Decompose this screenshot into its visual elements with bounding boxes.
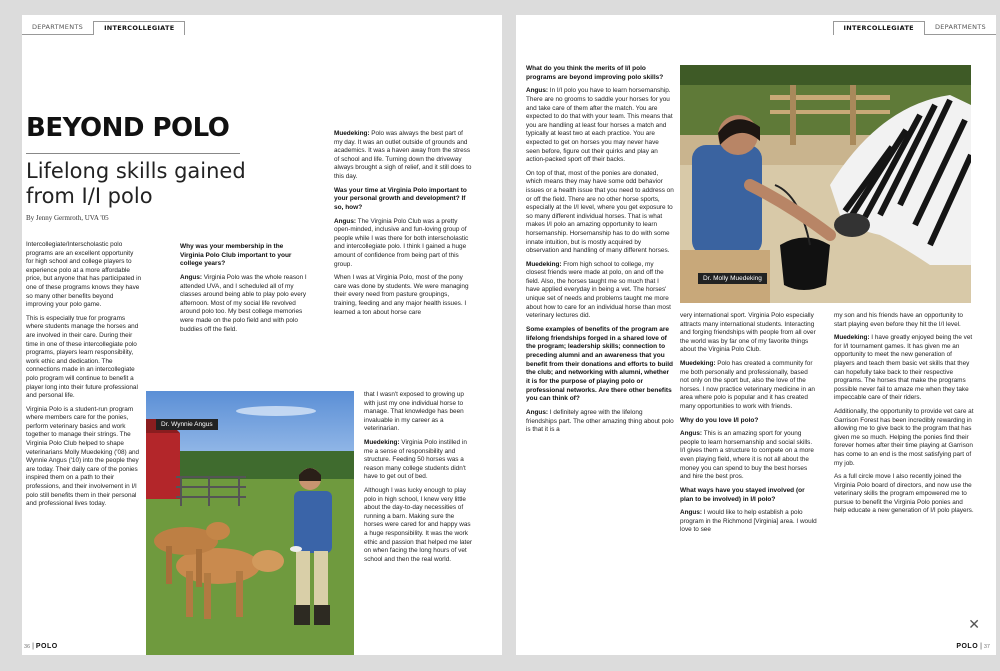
qa-column-2 <box>334 130 472 322</box>
qa-column-4 <box>680 312 818 540</box>
speaker-name: Muedeking: <box>526 260 562 268</box>
magazine-name: POLO <box>956 643 979 650</box>
speaker-name: Angus: <box>526 409 549 417</box>
speaker-name: Angus: <box>334 217 357 225</box>
section-tabs <box>833 21 996 35</box>
answer-paragraph: that I wasn't exposed to growing up with just my one individual horse to manage. That knowledge has been invaluable in my career as a veterinarian. <box>364 391 464 433</box>
speaker-name: Muedeking: <box>334 130 370 137</box>
page-footer-right: POLO | 37 <box>956 643 990 650</box>
answer: Angus: In I/I polo you have to learn horsemanship. There are no grooms to saddle your horses for you and take care of them after the match. You are expected to do that with your team. This means that you are handling at least four horses a match and typically at least two at each practice. You are expected to get on horses you may never have seen before, figure out their quirks and play an action-packed sport off their backs. <box>526 87 673 164</box>
speaker-name: Muedeking: <box>834 334 870 342</box>
speaker-name: Muedeking: <box>680 359 716 367</box>
intro-paragraph: This is especially true for programs where students manage the horses and are involved in their care. During their time in one of these intercollegiate polo programs, players learn responsibility, work ethic and dedication. The connections made in an intercollegiate polo program will continue to benefit a player long into their future professional and personal life. <box>26 314 139 400</box>
intro-paragraph: Intercollegiate/Interscholastic polo programs are an excellent opportunity for high school and college players to experience polo at a more affordable price, but anyone that has participated in one of these programs knows they have so many other benefits beyond improving your polo game. <box>26 241 142 309</box>
answer-paragraph: very international sport. Virginia Polo especially attracts many international students. Interacting and forging friendships with people from all over the world was by far one of my favorite things about the Virginia Polo Club. <box>680 312 816 354</box>
calves-photo-image <box>146 391 354 655</box>
article-title: BEYOND POLO <box>26 113 230 143</box>
right-page <box>516 15 996 655</box>
qa-column-5 <box>834 312 974 521</box>
tab-departments[interactable]: DEPARTMENTS <box>22 21 93 35</box>
answer-paragraph: When I was at Virginia Polo, most of the pony care was done by students. We were managing their every need from pasture groupings, training, feeding and any major health issues. I learned a ton about horse care <box>334 274 469 316</box>
photo-wynnie-angus <box>146 391 354 655</box>
answer: Muedeking: From high school to college, my closest friends were made at polo, on and off the field. Also, the horses taught me so much that I have applied everyday in being a vet. The horses' unique set of needs and problems taught me more about how to care for an individual horse than most veterinary lectures did. <box>526 260 671 320</box>
answer: Angus: This is an amazing sport for young people to learn horsemanship and social skills. I/I gives them a structure to compete on a more even playing field, where it is not all about the money you can spend to buy the best horses and hire the best pros. <box>680 430 814 481</box>
answer: Angus: I would like to help establish a polo program in the Richmond [Virginia] area. I would love to see <box>680 509 817 534</box>
crossed-mallets-icon: ✕ <box>968 617 980 633</box>
question: Some examples of benefits of the program are lifelong friendships forged in a shared love of the program; leadership skills; connection to preceding alumni and an awareness that you benefit from their donations and efforts to build the club; and networking with alumni, whether it is for the purpose of playing polo or professional networks. Are there other benefits you can think of? <box>526 325 673 403</box>
zebra-photo-image <box>680 65 971 303</box>
answer-paragraph: On top of that, most of the ponies are donated, which means they may have some odd behavior issues or a health issue that you need to address on or off the field. There are no other horse sports, especially at the I/I level, where you get exposure to so many different individual horses. That is what makes I/I polo an amazing opportunity to learn horsemanship. Horsemanship has to do with some innate intuition, but is mostly acquired by observation and handling of many different horses. <box>526 169 674 255</box>
page-number: 37 <box>983 644 990 650</box>
qa-column-1 <box>180 243 307 339</box>
speaker-name: Angus: <box>680 509 703 517</box>
speaker-name: Angus: <box>180 274 203 282</box>
answer-paragraph: Additionally, the opportunity to provide vet care at Garrison Forest has been incredibly rewarding in allowing me to give back to the program that has given me so much. Helping the ponies find their forever homes after their time playing at Garrison has come to an end is the most satisfying part of my job. <box>834 407 974 467</box>
photo-caption: Dr. Molly Muedeking <box>698 273 767 284</box>
magazine-name: POLO <box>35 643 58 650</box>
question: Why was your membership in the Virginia Polo Club important to your college years? <box>180 243 292 268</box>
answer: Angus: Virginia Polo was the whole reason I attended UVA, and I scheduled all of my classes around being able to play polo every afternoon. Most of my social life revolved around polo too. My best college memories were made on the polo field and with polo buddies off the field. <box>180 274 307 333</box>
answer: Muedeking: Polo has created a community for me both personally and professionally, based not only on the sport but, also the love of the horses. I now practice veterinary medicine in an area where polo is popular and it has created many opportunities to work with friends. <box>680 359 815 410</box>
answer: Muedeking: Polo was always the best part of my day. It was an outlet outside of grounds and academics. It was a haven away from the stress of school and life. Turning down the driveway always brought a sigh of relief, and it still does to this day. <box>334 130 472 180</box>
photo-molly-muedeking <box>680 65 971 303</box>
photo-caption: Dr. Wynnie Angus <box>156 419 218 430</box>
intro-paragraph: Virginia Polo is a student-run program where members care for the ponies, perform veterinary basics and work together to manage their strings. The Virginia Polo Club helped to shape veterinarians Molly Muedeking ('08) and Wynnie Angus ('10) into the people they are today. Their daily care of the ponies inspired them on a path to their professions, and their involvement in I/I polo still benefits them in their personal and professional lives today. <box>26 405 140 508</box>
answer: Muedeking: Virginia Polo instilled in me a sense of responsibility and structure. Feeding 50 horses was a reason many college students didn't have to get out of bed. <box>364 438 467 481</box>
answer-paragraph: As a full circle move I also recently joined the Virginia Polo board of directors, and now use the veterinary skills the program empowered me to pursue to benefit the Virginia Polo ponies and help educate a new generation of I/I polo players. <box>834 473 974 515</box>
qa-column-2-lower <box>364 391 474 569</box>
intro-column <box>26 241 142 514</box>
page-number: 36 <box>24 644 31 650</box>
page-footer-left: 36 | POLO <box>24 643 58 650</box>
tab-intercollegiate[interactable]: INTERCOLLEGIATE <box>833 21 925 35</box>
answer-paragraph: Although I was lucky enough to play polo in high school, I knew very little about the day-to-day necessities of running a barn. Making sure the horses were cared for and happy was a huge responsibility. It was the work ethic and passion that helped me later on when facing the long hours of vet school and then the real world. <box>364 486 473 563</box>
answer: Angus: The Virginia Polo Club was a pretty open-minded, inclusive and fun-loving group of people while I was there for both interscholastic and intercollegiate polo. I think I gained a huge amount of confidence from being part of this group. <box>334 217 469 268</box>
section-tabs <box>22 21 185 35</box>
question: Was your time at Virginia Polo important to your personal growth and development? If so, how? <box>334 186 467 211</box>
question: What ways have you stayed involved (or plan to be involved) in I/I polo? <box>680 486 805 503</box>
answer: Angus: I definitely agree with the lifelong friendships part. The other amazing thing about polo is that it is a <box>526 409 674 434</box>
tab-departments[interactable]: DEPARTMENTS <box>925 21 996 35</box>
question: What do you think the merits of I/I polo programs are beyond improving polo skills? <box>526 65 664 81</box>
speaker-name: Angus: <box>526 87 549 95</box>
qa-column-3 <box>526 65 674 440</box>
answer: Muedeking: I have greatly enjoyed being the vet for I/I tournament games. It has given me an opportunity to meet the new generation of players and teach them basic vet skills that they can hopefully take back to their respective programs. The horses that make the programs possible never fail to amaze me when they take impeccable care of their riders. <box>834 334 973 402</box>
article-subtitle: Lifelong skills gained from I/I polo <box>26 159 246 208</box>
question: Why do you love I/I polo? <box>680 416 759 424</box>
byline: By Jenny Germroth, UVA '05 <box>26 214 109 222</box>
speaker-name: Angus: <box>680 430 703 438</box>
answer-paragraph: my son and his friends have an opportunity to start playing even before they hit the I/I level. <box>834 312 963 328</box>
speaker-name: Muedeking: <box>364 438 400 446</box>
title-divider <box>26 153 240 154</box>
left-page <box>22 15 502 655</box>
tab-intercollegiate[interactable]: INTERCOLLEGIATE <box>93 21 185 35</box>
